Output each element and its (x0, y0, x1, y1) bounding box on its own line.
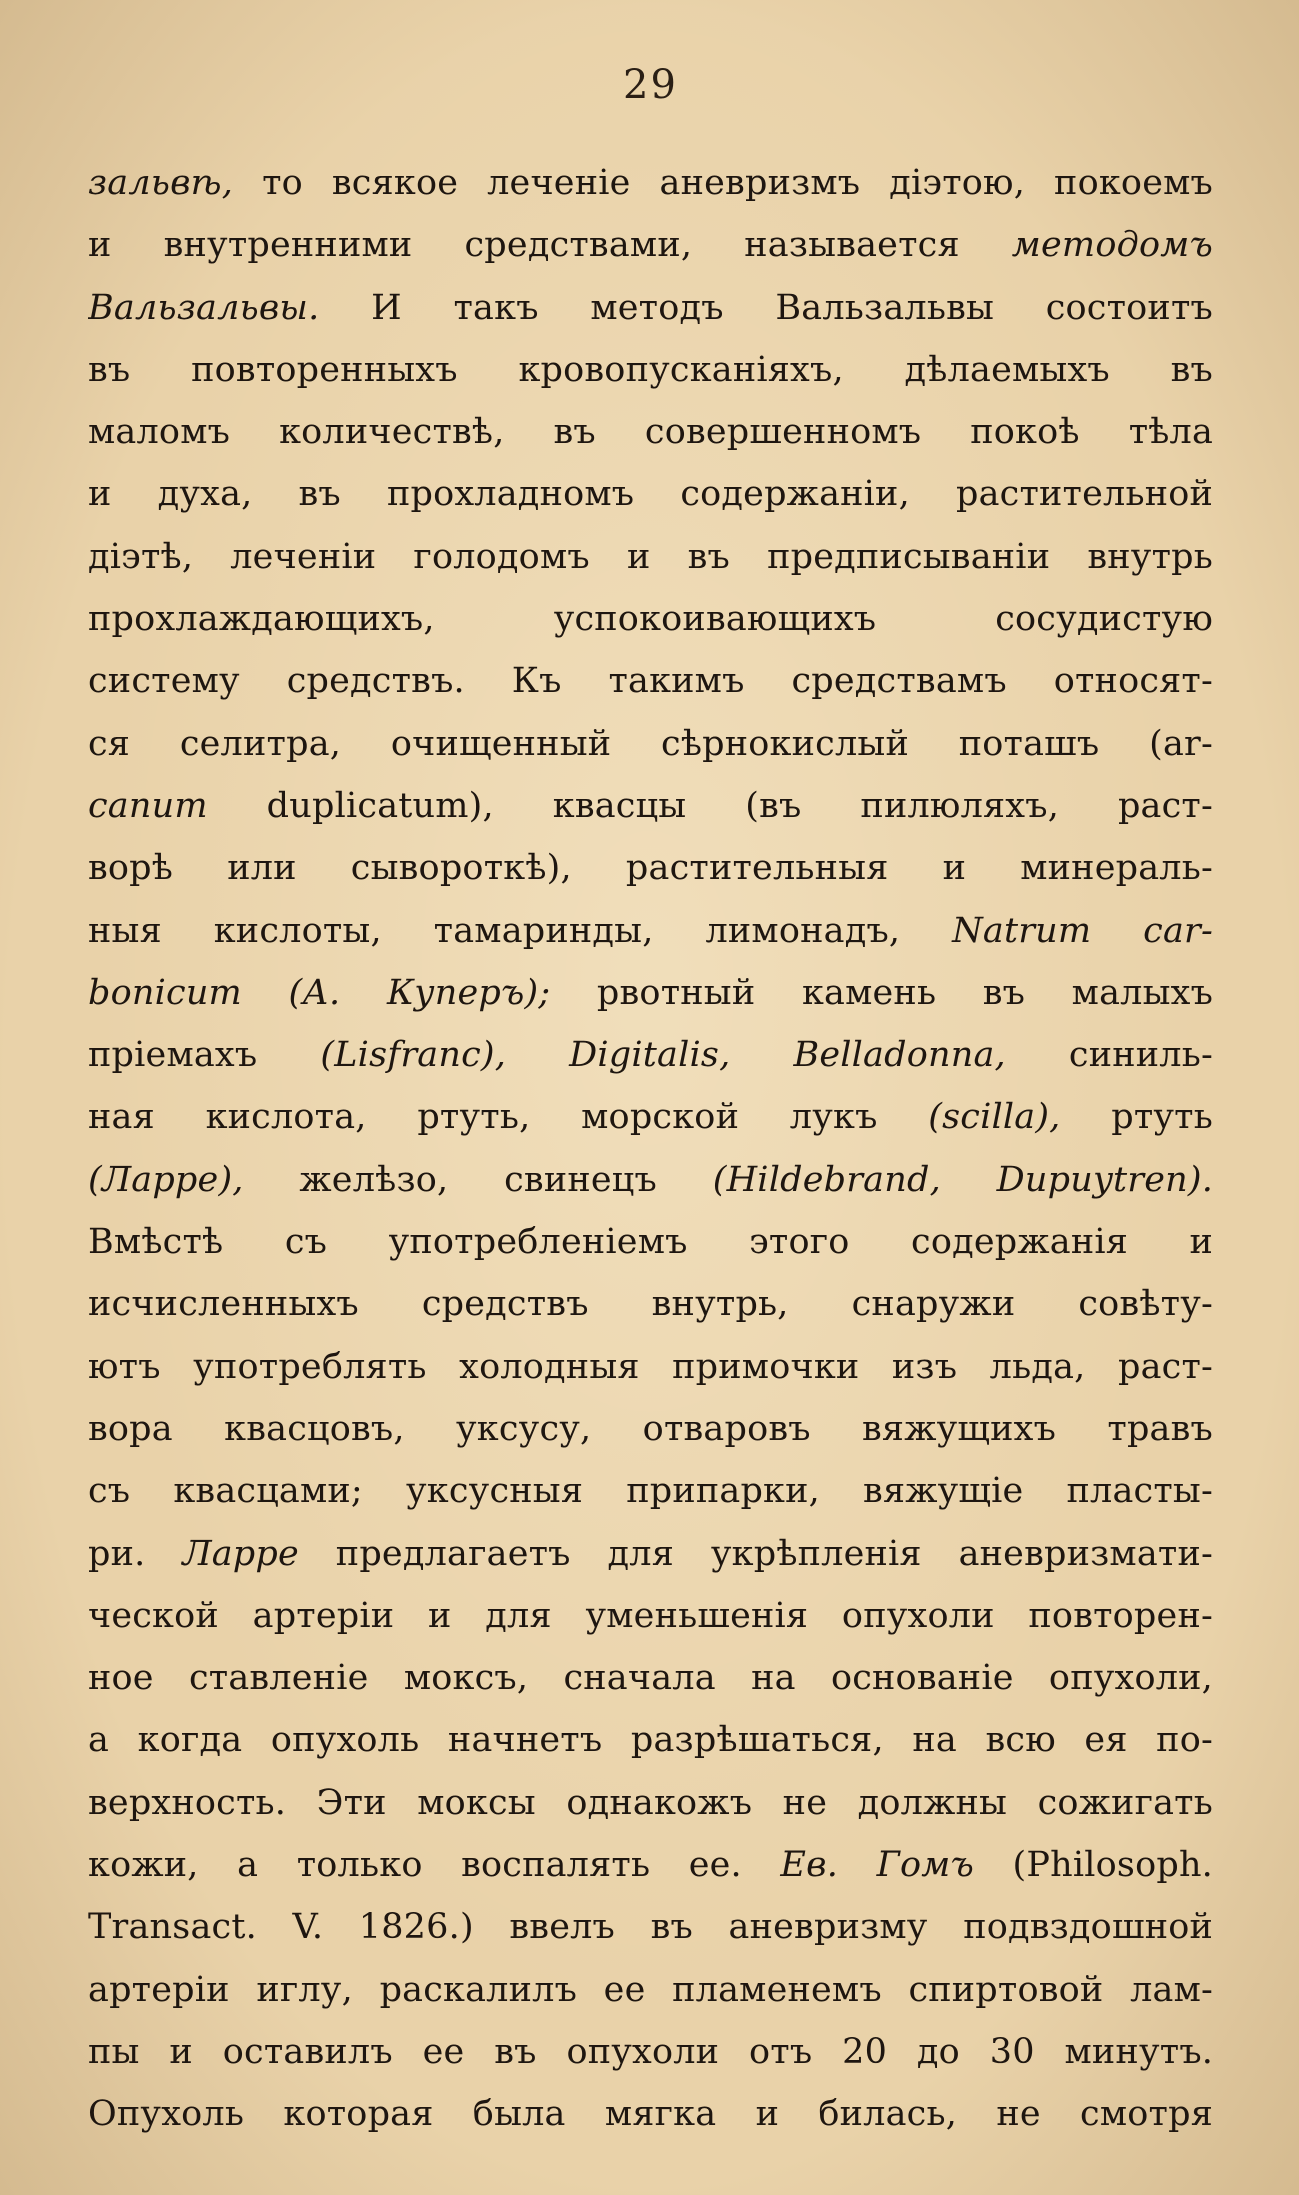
text-line: систему средствъ. Къ такимъ средствамъ относят- (88, 661, 1213, 702)
text-line: ворѣ или сывороткѣ), растительныя и минераль- (88, 848, 1213, 889)
text-line: маломъ количествѣ, въ совершенномъ покоѣ тѣла (88, 412, 1213, 453)
text-line: пріемахъ (Lisfranc), Digitalis, Belladonna, синиль- (88, 1035, 1213, 1076)
text-line: зальвѣ, то всякое леченіе аневризмъ діэтою, покоемъ (88, 163, 1213, 203)
text-line: ческой артеріи и для уменьшенія опухоли повторен- (88, 1595, 1213, 1636)
text-line: и внутренними средствами, называется методомъ (88, 225, 1213, 266)
text-line: верхность. Эти моксы однакожъ не должны сожигать (88, 1782, 1213, 1823)
text-line: ютъ употреблять холодныя примочки изъ льда, раст- (88, 1346, 1213, 1387)
text-line: и духа, въ прохладномъ содержаніи, растительной (88, 474, 1213, 515)
text-line: діэтѣ, леченіи голодомъ и въ предписываніи внутрь (88, 536, 1213, 577)
text-line: bonicum (А. Куперъ); рвотный камень въ малыхъ (88, 972, 1213, 1013)
text-line: Опухоль которая была мягка и билась, не смотря (88, 2094, 1213, 2135)
book-page (88, 0, 1213, 2195)
text-line: ное ставленіе моксъ, сначала на основаніе опухоли, (88, 1658, 1213, 1699)
text-line: съ квасцами; уксусныя припарки, вяжущіе пласты- (88, 1471, 1213, 1512)
body-text (88, 152, 1213, 2146)
text-line: въ повторенныхъ кровопусканіяхъ, дѣлаемыхъ въ (88, 349, 1213, 390)
text-line: ная кислота, ртуть, морской лукъ (scilla), ртуть (88, 1097, 1213, 1138)
text-line: ри. Ларре предлагаетъ для укрѣпленія аневризмати- (88, 1533, 1213, 1574)
text-line: артеріи иглу, раскалилъ ее пламенемъ спиртовой лам- (88, 1969, 1213, 2010)
text-line: пы и оставилъ ее въ опухоли отъ 20 до 30 минутъ. (88, 2031, 1213, 2072)
text-line: а когда опухоль начнетъ разрѣшаться, на всю ея по- (88, 1720, 1213, 1761)
text-line: Вмѣстѣ съ употребленіемъ этого содержанія и (88, 1222, 1213, 1263)
text-line: вора квасцовъ, уксусу, отваровъ вяжущихъ травъ (88, 1408, 1213, 1449)
text-line: canum duplicatum), квасцы (въ пилюляхъ, раст- (88, 785, 1213, 826)
text-line: прохлаждающихъ, успокоивающихъ сосудистую (88, 599, 1213, 640)
page-number: 29 (623, 62, 678, 108)
text-line: исчисленныхъ средствъ внутрь, снаружи совѣту- (88, 1284, 1213, 1325)
text-line: ся селитра, очищенный сѣрнокислый поташъ (ar- (88, 723, 1213, 764)
text-line: кожи, а только воспалять ее. Ев. Гомъ (Philosoph. (88, 1845, 1213, 1886)
text-line: ныя кислоты, тамаринды, лимонадъ, Natrum car- (88, 910, 1213, 951)
text-line: Вальзальвы. И такъ методъ Вальзальвы состоитъ (88, 287, 1213, 328)
text-line: Transact. V. 1826.) ввелъ въ аневризму подвздошной (88, 1907, 1213, 1948)
text-line: (Ларре), желѣзо, свинецъ (Hildebrand, Dupuytren). (88, 1159, 1213, 1200)
